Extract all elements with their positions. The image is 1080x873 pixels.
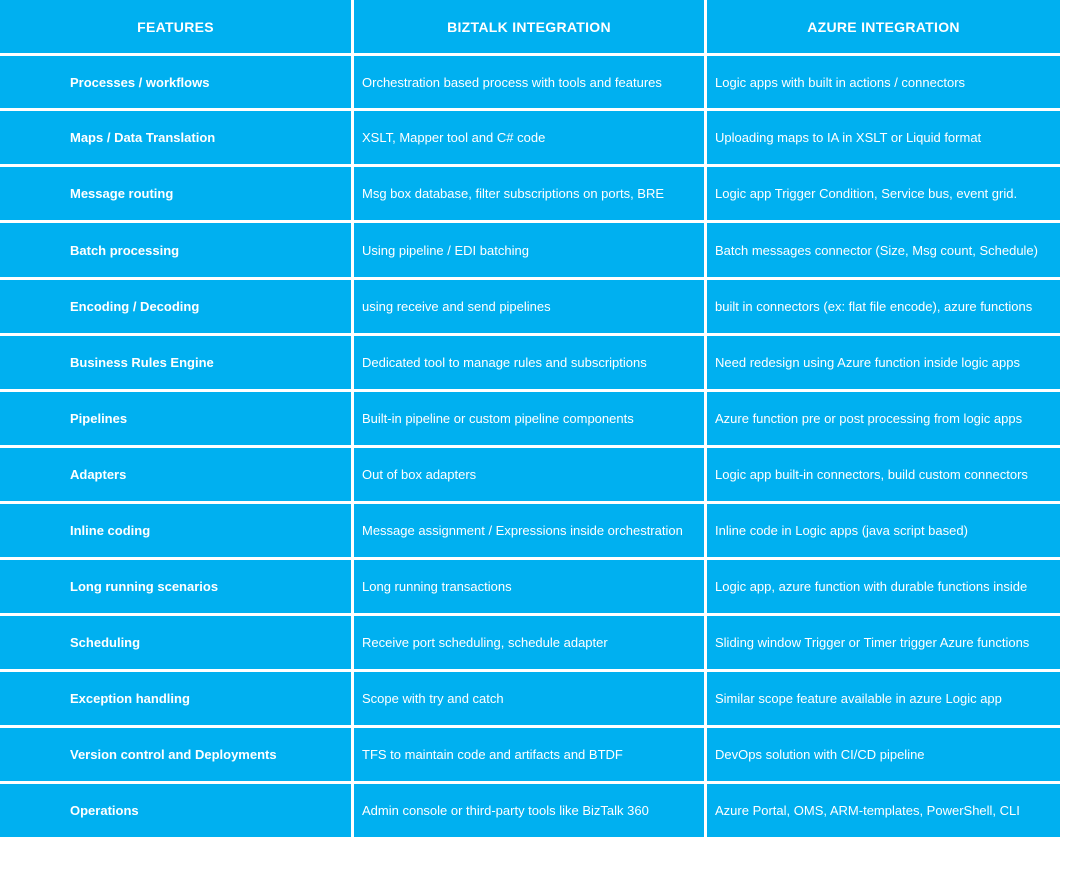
azure-cell: Uploading maps to IA in XSLT or Liquid format — [707, 111, 1060, 164]
feature-cell: Adapters — [0, 448, 351, 501]
biztalk-cell: Built-in pipeline or custom pipeline components — [354, 392, 704, 445]
azure-cell: Logic app built-in connectors, build custom connectors — [707, 448, 1060, 501]
biztalk-cell: TFS to maintain code and artifacts and BTDF — [354, 728, 704, 781]
table-row — [0, 111, 1060, 164]
biztalk-cell: Using pipeline / EDI batching — [354, 223, 704, 277]
table-row — [0, 672, 1060, 725]
biztalk-cell: Admin console or third-party tools like BizTalk 360 — [354, 784, 704, 837]
azure-cell: Logic app Trigger Condition, Service bus, event grid. — [707, 167, 1060, 220]
table-row — [0, 336, 1060, 389]
biztalk-cell: Out of box adapters — [354, 448, 704, 501]
azure-cell: Need redesign using Azure function inside logic apps — [707, 336, 1060, 389]
table-row — [0, 448, 1060, 501]
biztalk-cell: Receive port scheduling, schedule adapter — [354, 616, 704, 669]
feature-cell: Pipelines — [0, 392, 351, 445]
feature-cell: Message routing — [0, 167, 351, 220]
biztalk-cell: Orchestration based process with tools and features — [354, 56, 704, 108]
header-biztalk-integration: BIZTALK INTEGRATION — [354, 0, 704, 53]
biztalk-cell: Message assignment / Expressions inside orchestration — [354, 504, 704, 557]
feature-cell: Maps / Data Translation — [0, 111, 351, 164]
feature-cell: Processes / workflows — [0, 56, 351, 108]
azure-cell: Similar scope feature available in azure Logic app — [707, 672, 1060, 725]
table-row — [0, 504, 1060, 557]
biztalk-cell: Long running transactions — [354, 560, 704, 613]
azure-cell: Logic app, azure function with durable functions inside — [707, 560, 1060, 613]
azure-cell: Inline code in Logic apps (java script based) — [707, 504, 1060, 557]
header-features: FEATURES — [0, 0, 351, 53]
feature-cell: Version control and Deployments — [0, 728, 351, 781]
feature-cell: Scheduling — [0, 616, 351, 669]
azure-cell: Logic apps with built in actions / connectors — [707, 56, 1060, 108]
table-row — [0, 223, 1060, 277]
table-row — [0, 392, 1060, 445]
table-body — [0, 56, 1060, 837]
table-row — [0, 616, 1060, 669]
feature-cell: Business Rules Engine — [0, 336, 351, 389]
feature-cell: Long running scenarios — [0, 560, 351, 613]
table-row — [0, 167, 1060, 220]
feature-cell: Operations — [0, 784, 351, 837]
biztalk-cell: Scope with try and catch — [354, 672, 704, 725]
table-row — [0, 728, 1060, 781]
biztalk-cell: using receive and send pipelines — [354, 280, 704, 333]
azure-cell: DevOps solution with CI/CD pipeline — [707, 728, 1060, 781]
feature-cell: Inline coding — [0, 504, 351, 557]
table-row — [0, 560, 1060, 613]
biztalk-cell: Msg box database, filter subscriptions on ports, BRE — [354, 167, 704, 220]
table-row — [0, 56, 1060, 108]
azure-cell: Batch messages connector (Size, Msg count, Schedule) — [707, 223, 1060, 277]
biztalk-cell: Dedicated tool to manage rules and subscriptions — [354, 336, 704, 389]
azure-cell: built in connectors (ex: flat file encode), azure functions — [707, 280, 1060, 333]
feature-cell: Exception handling — [0, 672, 351, 725]
azure-cell: Sliding window Trigger or Timer trigger Azure functions — [707, 616, 1060, 669]
table-row — [0, 280, 1060, 333]
azure-cell: Azure Portal, OMS, ARM-templates, PowerShell, CLI — [707, 784, 1060, 837]
feature-cell: Batch processing — [0, 223, 351, 277]
header-azure-integration: AZURE INTEGRATION — [707, 0, 1060, 53]
table-row — [0, 784, 1060, 837]
azure-cell: Azure function pre or post processing from logic apps — [707, 392, 1060, 445]
table-header-row — [0, 0, 1060, 53]
biztalk-cell: XSLT, Mapper tool and C# code — [354, 111, 704, 164]
feature-cell: Encoding / Decoding — [0, 280, 351, 333]
